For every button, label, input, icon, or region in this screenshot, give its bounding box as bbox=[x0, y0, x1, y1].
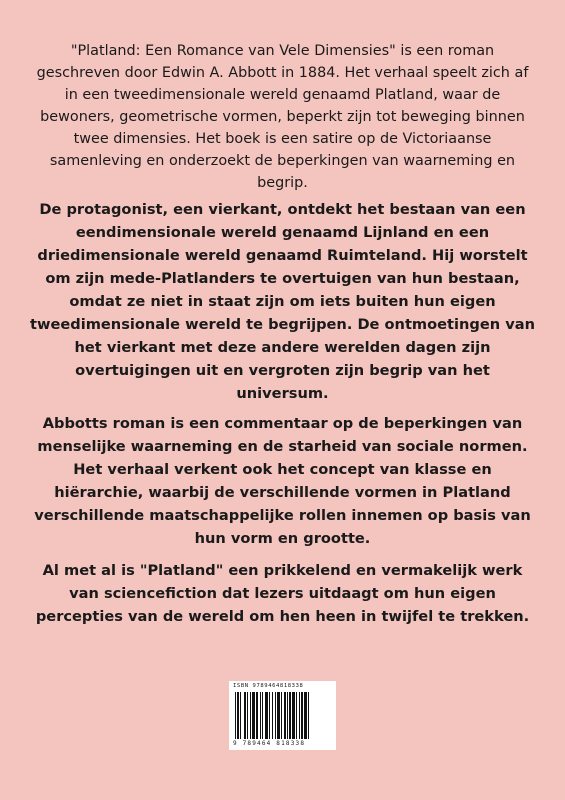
blurb-paragraph-2: De protagonist, een vierkant, ontdekt het bestaan van een eendimensionale wereld genaamd Lijnland en een driedimensionale wereld genaamd Ruimteland. Hij worstelt om zijn mede-Platlanders te overtuigen van hun bestaan, omdat ze niet in staat zijn om iets buiten hun eigen tweedimensionale wereld te begrijpen. De ontmoetingen van het vierkant met deze andere werelden dagen zijn overtuigingen uit en vergroten zijn begrip van het universum. bbox=[30, 201, 535, 402]
isbn-digits: 9 789464 818338 bbox=[233, 740, 306, 747]
blurb-paragraph-1: "Platland: Een Romance van Vele Dimensies" is een roman geschreven door Edwin A. Abbott in 1884. Het verhaal speelt zich af in een tweedimensionale wereld genaamd Platland, waar de bewoners, geometrische vormen, beperkt zijn tot beweging binnen twee dimensies. Het boek is een satire op de Victoriaanse samenleving en onderzoekt de beperkingen van waarneming en begrip. bbox=[36, 43, 529, 191]
isbn-barcode bbox=[229, 681, 336, 750]
barcode-bars bbox=[235, 692, 330, 739]
blurb-paragraph-3: Abbotts roman is een commentaar op de beperkingen van menselijke waarneming en de starheid van sociale normen. Het verhaal verkent ook het concept van klasse en hiërarchie, waarbij de verschillende vormen in Platland verschillende maatschappelijke rollen innemen op basis van hun vorm en grootte. bbox=[34, 415, 531, 547]
isbn-label: ISBN 9789464818338 bbox=[233, 683, 304, 689]
blurb-paragraph-4: Al met al is "Platland" een prikkelend en vermakelijk werk van sciencefiction dat lezers uitdaagt om hun eigen percepties van de wereld om hen heen in twijfel te trekken. bbox=[35, 562, 530, 625]
